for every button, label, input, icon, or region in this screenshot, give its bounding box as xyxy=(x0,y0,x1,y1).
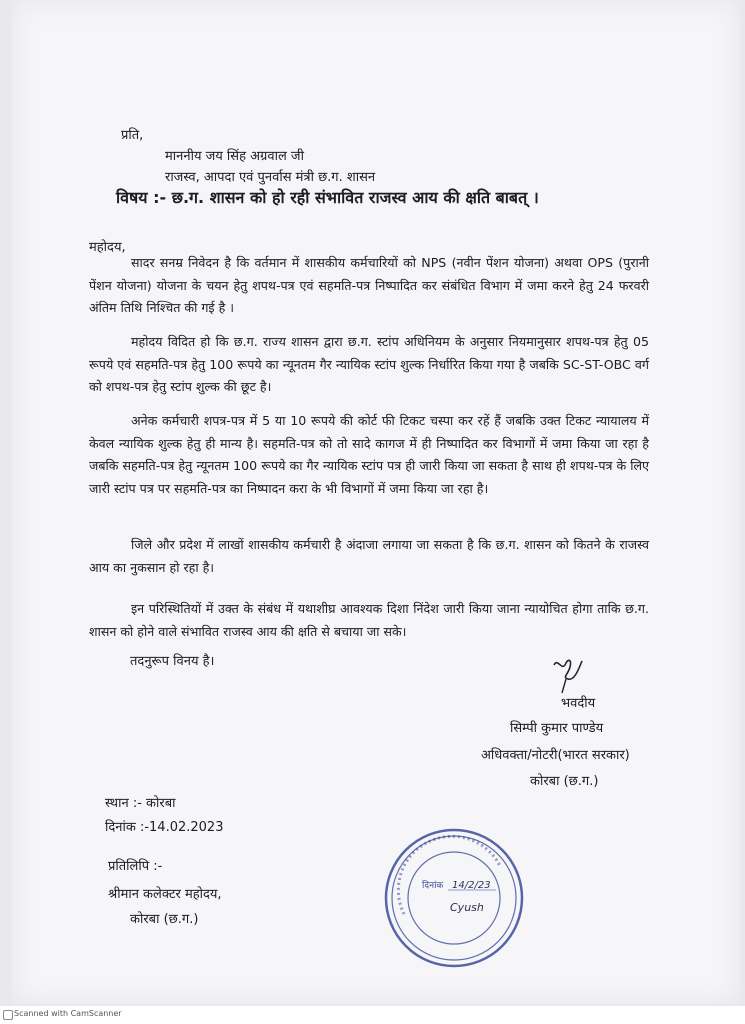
copy-heading: प्रतिलिपि :- xyxy=(108,859,163,874)
paragraph-3-text: अनेक कर्मचारी शपत्र-पत्र में 5 या 10 रूपये की कोर्ट फी टिकट चस्पा कर रहें हैं जबकि उक्त टिकट न्यायालय में केवल न्यायिक शुल्क हेतु ही मान्य है। सहमति-पत्र को तो सादे कागज में ही निष्पादित कर विभागों में जमा किया जा रहा है जबकि सहमति-पत्र हेतु न्यूनतम 100 रूपये का गैर न्यायिक स्टांप पत्र ही जारी किया जा सकता है साथ ही शपथ-पत्र के लिए जारी स्टांप पत्र पर सहमति-पत्र का निष्पादन करा के भी विभागों में जमा किया जा रहा है। xyxy=(89,413,649,496)
paragraph-3 xyxy=(89,410,649,500)
place-line: स्थान :- कोरबा xyxy=(105,796,176,811)
signatory-name: सिम्पी कुमार पाण्डेय xyxy=(510,721,604,736)
camscanner-logo-icon xyxy=(3,1010,13,1020)
addressee-designation: राजस्व, आपदा एवं पुनर्वास मंत्री छ.ग. शासन xyxy=(165,170,376,185)
stamp-date-label: दिनांक xyxy=(422,881,444,891)
copy-place: कोरबा (छ.ग.) xyxy=(130,912,199,927)
notary-stamp-icon xyxy=(382,826,526,970)
paragraph-4 xyxy=(89,534,649,579)
stamp-date-value: 14/2/23 xyxy=(452,880,491,891)
addressee-name: माननीय जय सिंह अग्रवाल जी xyxy=(165,149,304,164)
copy-recipient: श्रीमान कलेक्टर महोदय, xyxy=(108,887,222,902)
signature-scribble-icon xyxy=(548,653,588,695)
scanner-label: Scanned with CamScanner xyxy=(14,1009,122,1018)
paragraph-1 xyxy=(89,252,649,320)
subject-line: विषय :- छ.ग. शासन को हो रही संभावित राजस्व आय की क्षति बाबत् । xyxy=(116,188,539,207)
stamp-received-mark: Cyush xyxy=(450,901,484,914)
letter-page xyxy=(12,0,740,1004)
paragraph-5 xyxy=(89,598,649,643)
paragraph-2-text: महोदय विदित हो कि छ.ग. राज्य शासन द्वारा छ.ग. स्टांप अधिनियम के अनुसार नियमानुसार शपथ-पत्र हेतु 05 रूपये एवं सहमति-पत्र हेतु 100 रूपये का न्यूनतम गैर न्यायिक स्टांप शुल्क निर्धारित किया गया है जबकि SC-ST-OBC वर्ग को शपथ-पत्र हेतु स्टांप शुल्क की छूट है। xyxy=(89,334,649,394)
signatory-title: अधिवक्ता/नोटरी(भारत सरकार) xyxy=(481,748,630,763)
paragraph-1-text: सादर सनम्र निवेदन है कि वर्तमान में शासकीय कर्मचारियों को NPS (नवीन पेंशन योजना) अथवा OPS (पुरानी पेंशन योजना) योजना के चयन हेतु शपथ-पत्र एवं सहमति-पत्र निष्पादित कर संबंधित विभाग में जमा करने हेतु 24 फरवरी अंतिम तिथि निश्चित की गई है । xyxy=(89,255,649,315)
sign-off: भवदीय xyxy=(561,696,596,711)
signatory-place: कोरबा (छ.ग.) xyxy=(530,774,599,789)
greeting: महोदय, xyxy=(89,240,126,255)
salutation-to: प्रति, xyxy=(121,128,144,143)
closing-line: तदनुरूप विनय है। xyxy=(130,654,215,669)
date-line: दिनांक :-14.02.2023 xyxy=(105,820,224,835)
paragraph-5-text: इन परिस्थितियों में उक्त के संबंध में यथाशीघ्र आवश्यक दिशा निंदेश जारी किया जाना न्यायोचित होगा ताकि छ.ग. शासन को होने वाले संभावित राजस्व आय की क्षति से बचाया जा सके। xyxy=(89,601,649,639)
scanner-footer xyxy=(0,1006,745,1024)
paragraph-4-text: जिले और प्रदेश में लाखों शासकीय कर्मचारी है अंदाजा लगाया जा सकता है कि छ.ग. शासन को कितने के राजस्व आय का नुकसान हो रहा है। xyxy=(89,537,649,575)
paragraph-2 xyxy=(89,331,649,399)
